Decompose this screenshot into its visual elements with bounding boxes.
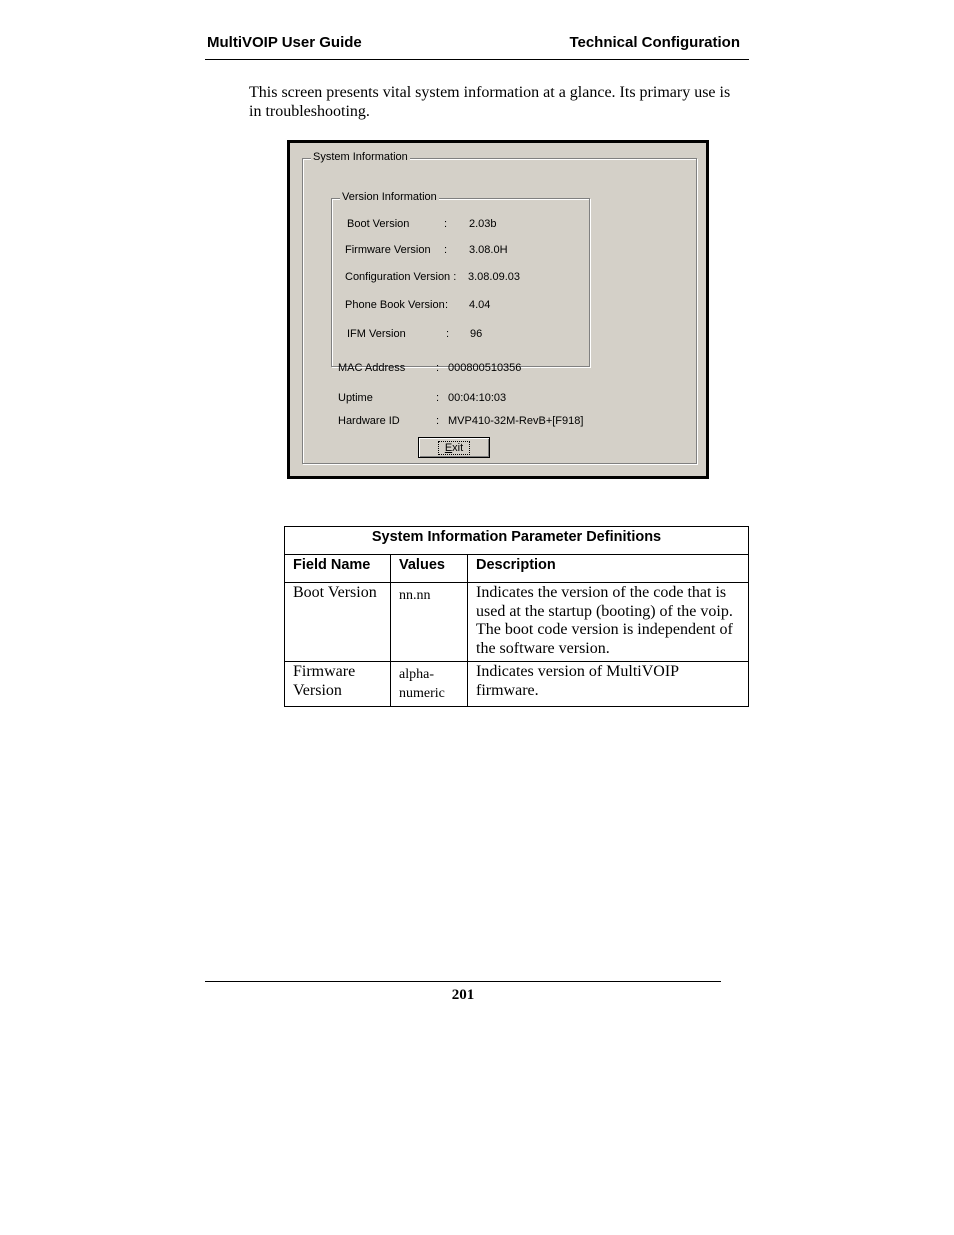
ifm-version-value: 96	[470, 328, 483, 340]
header-doc-title: MultiVOIP User Guide	[207, 34, 362, 51]
column-header-values: Values	[391, 555, 468, 583]
hardware-id-label: Hardware ID	[338, 415, 400, 427]
version-information-legend: Version Information	[342, 191, 437, 203]
row-firmware-version-description: Indicates version of MultiVOIP firmware.	[468, 662, 749, 707]
column-header-description: Description	[468, 555, 749, 583]
boot-version-value: 2.03b	[469, 218, 497, 230]
header-section-title: Technical Configuration	[569, 34, 740, 51]
hardware-id-sep: :	[436, 415, 440, 427]
phone-book-version-sep: :	[445, 299, 449, 311]
mac-address-sep: :	[436, 362, 440, 374]
row-boot-version-description: Indicates the version of the code that is used at the startup (booting) of the voip. The boot code version is independent of the software version.	[468, 583, 749, 662]
firmware-version-sep: :	[444, 244, 448, 256]
footer-rule	[205, 981, 721, 982]
intro-paragraph: This screen presents vital system information at a glance. Its primary use is in troubleshooting.	[249, 84, 731, 120]
exit-button[interactable]	[418, 437, 490, 458]
phone-book-version-value: 4.04	[469, 299, 491, 311]
ifm-version-sep: :	[446, 328, 450, 340]
version-information-group	[331, 191, 590, 367]
mac-address-value: 000800510356	[448, 362, 522, 374]
configuration-version-value: 3.08.09.03	[468, 271, 520, 283]
table-row	[285, 583, 749, 662]
exit-button-label: Exit	[438, 441, 470, 455]
page-number: 201	[451, 987, 475, 1003]
header-rule	[205, 59, 749, 60]
configuration-version-label: Configuration Version :	[345, 271, 457, 283]
row-firmware-version-values: alpha-numeric	[391, 662, 468, 707]
table-title-row	[285, 527, 749, 555]
table-title: System Information Parameter Definitions	[285, 527, 749, 555]
ifm-version-label: IFM Version	[347, 328, 406, 340]
column-header-field-name: Field Name	[285, 555, 391, 583]
table-header-row	[285, 555, 749, 583]
phone-book-version-label: Phone Book Version	[345, 299, 445, 311]
system-information-legend: System Information	[313, 151, 408, 163]
mac-address-label: MAC Address	[338, 362, 406, 374]
firmware-version-value: 3.08.0H	[469, 244, 508, 256]
parameter-definitions-table	[284, 526, 749, 707]
firmware-version-label: Firmware Version	[345, 244, 431, 256]
uptime-value: 00:04:10:03	[448, 392, 507, 404]
boot-version-label: Boot Version	[347, 218, 410, 230]
system-information-group	[302, 151, 697, 464]
row-boot-version-values: nn.nn	[391, 583, 468, 662]
row-firmware-version-field: Firmware Version	[285, 662, 391, 707]
table-row	[285, 662, 749, 707]
hardware-id-value: MVP410-32M-RevB+[F918]	[448, 415, 584, 427]
uptime-sep: :	[436, 392, 440, 404]
uptime-label: Uptime	[338, 392, 373, 404]
row-boot-version-field: Boot Version	[285, 583, 391, 662]
boot-version-sep: :	[444, 218, 448, 230]
system-information-dialog	[287, 140, 709, 479]
